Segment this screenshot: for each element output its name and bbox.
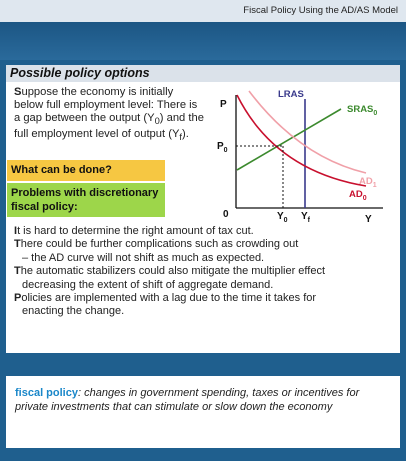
definition-body: : changes in government spending, taxes or incentives for private investments that can stimulate or slow down the economy — [15, 387, 360, 413]
note-lead: T — [14, 238, 21, 251]
sras-label: $SRAS_0$ — [347, 104, 378, 117]
question-label: What can be done? — [11, 164, 112, 176]
intro-text: uppose the economy is initially below full employment level: There is a gap between the output (Y — [14, 86, 198, 124]
header-bar — [0, 0, 406, 22]
ad0-label: $AD_0$ — [349, 189, 367, 202]
note-lead: P — [14, 292, 22, 305]
note-line — [14, 225, 396, 238]
definition-term: fiscal policy — [15, 387, 78, 399]
ad-as-diagram — [211, 85, 396, 225]
note-text: olicies are implemented with a lag due to the time it takes for — [21, 292, 317, 305]
intro-sub-f: f — [179, 132, 183, 143]
panel-title-bar — [6, 65, 400, 82]
problems-label: Problems with discretionary fiscal policy: — [11, 187, 159, 213]
axis-y-label: P — [220, 99, 227, 110]
intro-paragraph — [14, 86, 204, 144]
note-text: – the AD curve will not shift as much as expected. — [22, 251, 265, 264]
question-box — [7, 160, 165, 181]
note-line — [14, 292, 396, 305]
yf-label: $Y_f$ — [301, 211, 311, 224]
title-band — [0, 22, 406, 60]
panel-title: Possible policy options — [10, 66, 150, 80]
note-line — [14, 305, 396, 318]
y0-label: $Y_0$ — [277, 211, 288, 224]
ad1-label: $AD_1$ — [359, 176, 377, 189]
header-title: Fiscal Policy Using the AD/AS Model — [243, 5, 398, 16]
note-text: enacting the change. — [22, 305, 125, 318]
intro-sub-0: 0 — [154, 116, 160, 127]
note-text: he automatic stabilizers could also mitigate the multiplier effect — [20, 265, 326, 278]
origin-label: 0 — [223, 209, 229, 220]
note-line — [14, 265, 396, 278]
note-line — [14, 252, 396, 265]
notes-list — [14, 225, 396, 319]
p0-label: $P_0$ — [217, 141, 228, 154]
axis-x-label: Y — [365, 214, 372, 225]
sras-curve — [237, 109, 341, 170]
definition-text — [15, 387, 395, 414]
note-lead: T — [14, 265, 21, 278]
note-lead: I — [14, 225, 18, 237]
note-line — [14, 238, 396, 251]
intro-lead: S — [14, 86, 22, 98]
definition-box — [6, 376, 400, 448]
note-text: t is hard to determine the right amount of tax cut. — [17, 225, 254, 237]
policy-panel — [6, 65, 400, 353]
note-text: decreasing the extent of shift of aggregate demand. — [22, 278, 274, 291]
lras-label: LRAS — [278, 89, 304, 100]
intro-text-3: ). — [182, 128, 189, 141]
intro-text-2: ) and the full employment level of output (Y — [14, 112, 204, 141]
note-line — [14, 279, 396, 292]
problems-box — [7, 183, 165, 217]
note-text: here could be further complications such as crowding out — [20, 238, 299, 251]
